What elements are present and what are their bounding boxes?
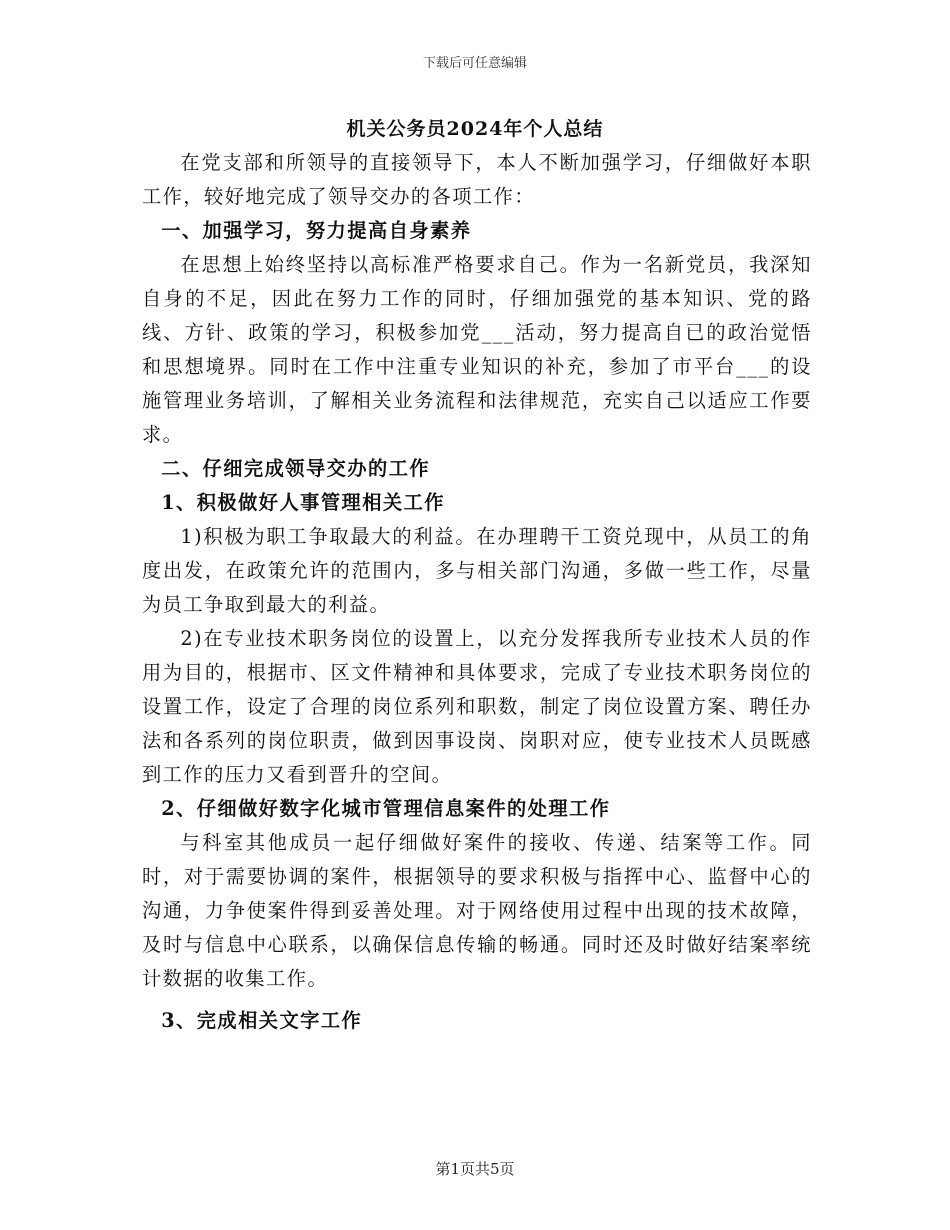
section2-heading: 二、仔细完成领导交办的工作 <box>161 457 431 480</box>
document-title: 机关公务员2024年个人总结 <box>346 118 604 140</box>
subsection2-heading: 2、仔细做好数字化城市管理信息案件的处理工作 <box>161 797 611 820</box>
section1-paragraph: 在思想上始终坚持以高标准严格要求自己。作为一名新党员，我深知自身的不足，因此在努力工作的同时，仔细加强党的基本知识、党的路线、方针、政策的学习，积极参加党___活动，努力提高自已的政治觉悟和思想境界。同时在工作中注重专业知识的补充，参加了市平台___的设施管理业务培训，了解相关业务流程和法律规范，充实自己以适应工作要求。 <box>142 253 812 446</box>
intro-paragraph: 在党支部和所领导的直接领导下，本人不断加强学习，仔细做好本职工作，较好地完成了领导交办的各项工作： <box>142 151 812 208</box>
subsection1-paragraph-2: 2)在专业技术职务岗位的设置上，以充分发挥我所专业技术人员的作用为目的，根据市、区文件精神和具体要求，完成了专业技术职务岗位的设置工作，设定了合理的岗位系列和职数，制定了岗位设置方案、聘任办法和各系列的岗位职责，做到因事设岗、岗职对应，使专业技术人员既感到工作的压力又看到晋升的空间。 <box>142 627 812 786</box>
document-body <box>142 146 812 1038</box>
subsection3-heading: 3、完成相关文字工作 <box>161 1009 363 1032</box>
subsection1-heading: 1、积极做好人事管理相关工作 <box>161 491 445 514</box>
section1-heading: 一、加强学习，努力提高自身素养 <box>161 219 472 242</box>
page-header-note: 下载后可任意编辑 <box>422 56 527 71</box>
subsection2-paragraph: 与科室其他成员一起仔细做好案件的接收、传递、结案等工作。同时，对于需要协调的案件，根据领导的要求积极与指挥中心、监督中心的沟通，力争使案件得到妥善处理。对于网络使用过程中出现的技术故障，及时与信息中心联系，以确保信息传输的畅通。同时还及时做好结案率统计数据的收集工作。 <box>142 831 812 990</box>
page-number: 第1页共5页 <box>435 1160 515 1178</box>
subsection1-paragraph-1: 1)积极为职工争取最大的利益。在办理聘干工资兑现中，从员工的角度出发，在政策允许的范围内，多与相关部门沟通，多做一些工作，尽量为员工争取到最大的利益。 <box>142 525 812 616</box>
